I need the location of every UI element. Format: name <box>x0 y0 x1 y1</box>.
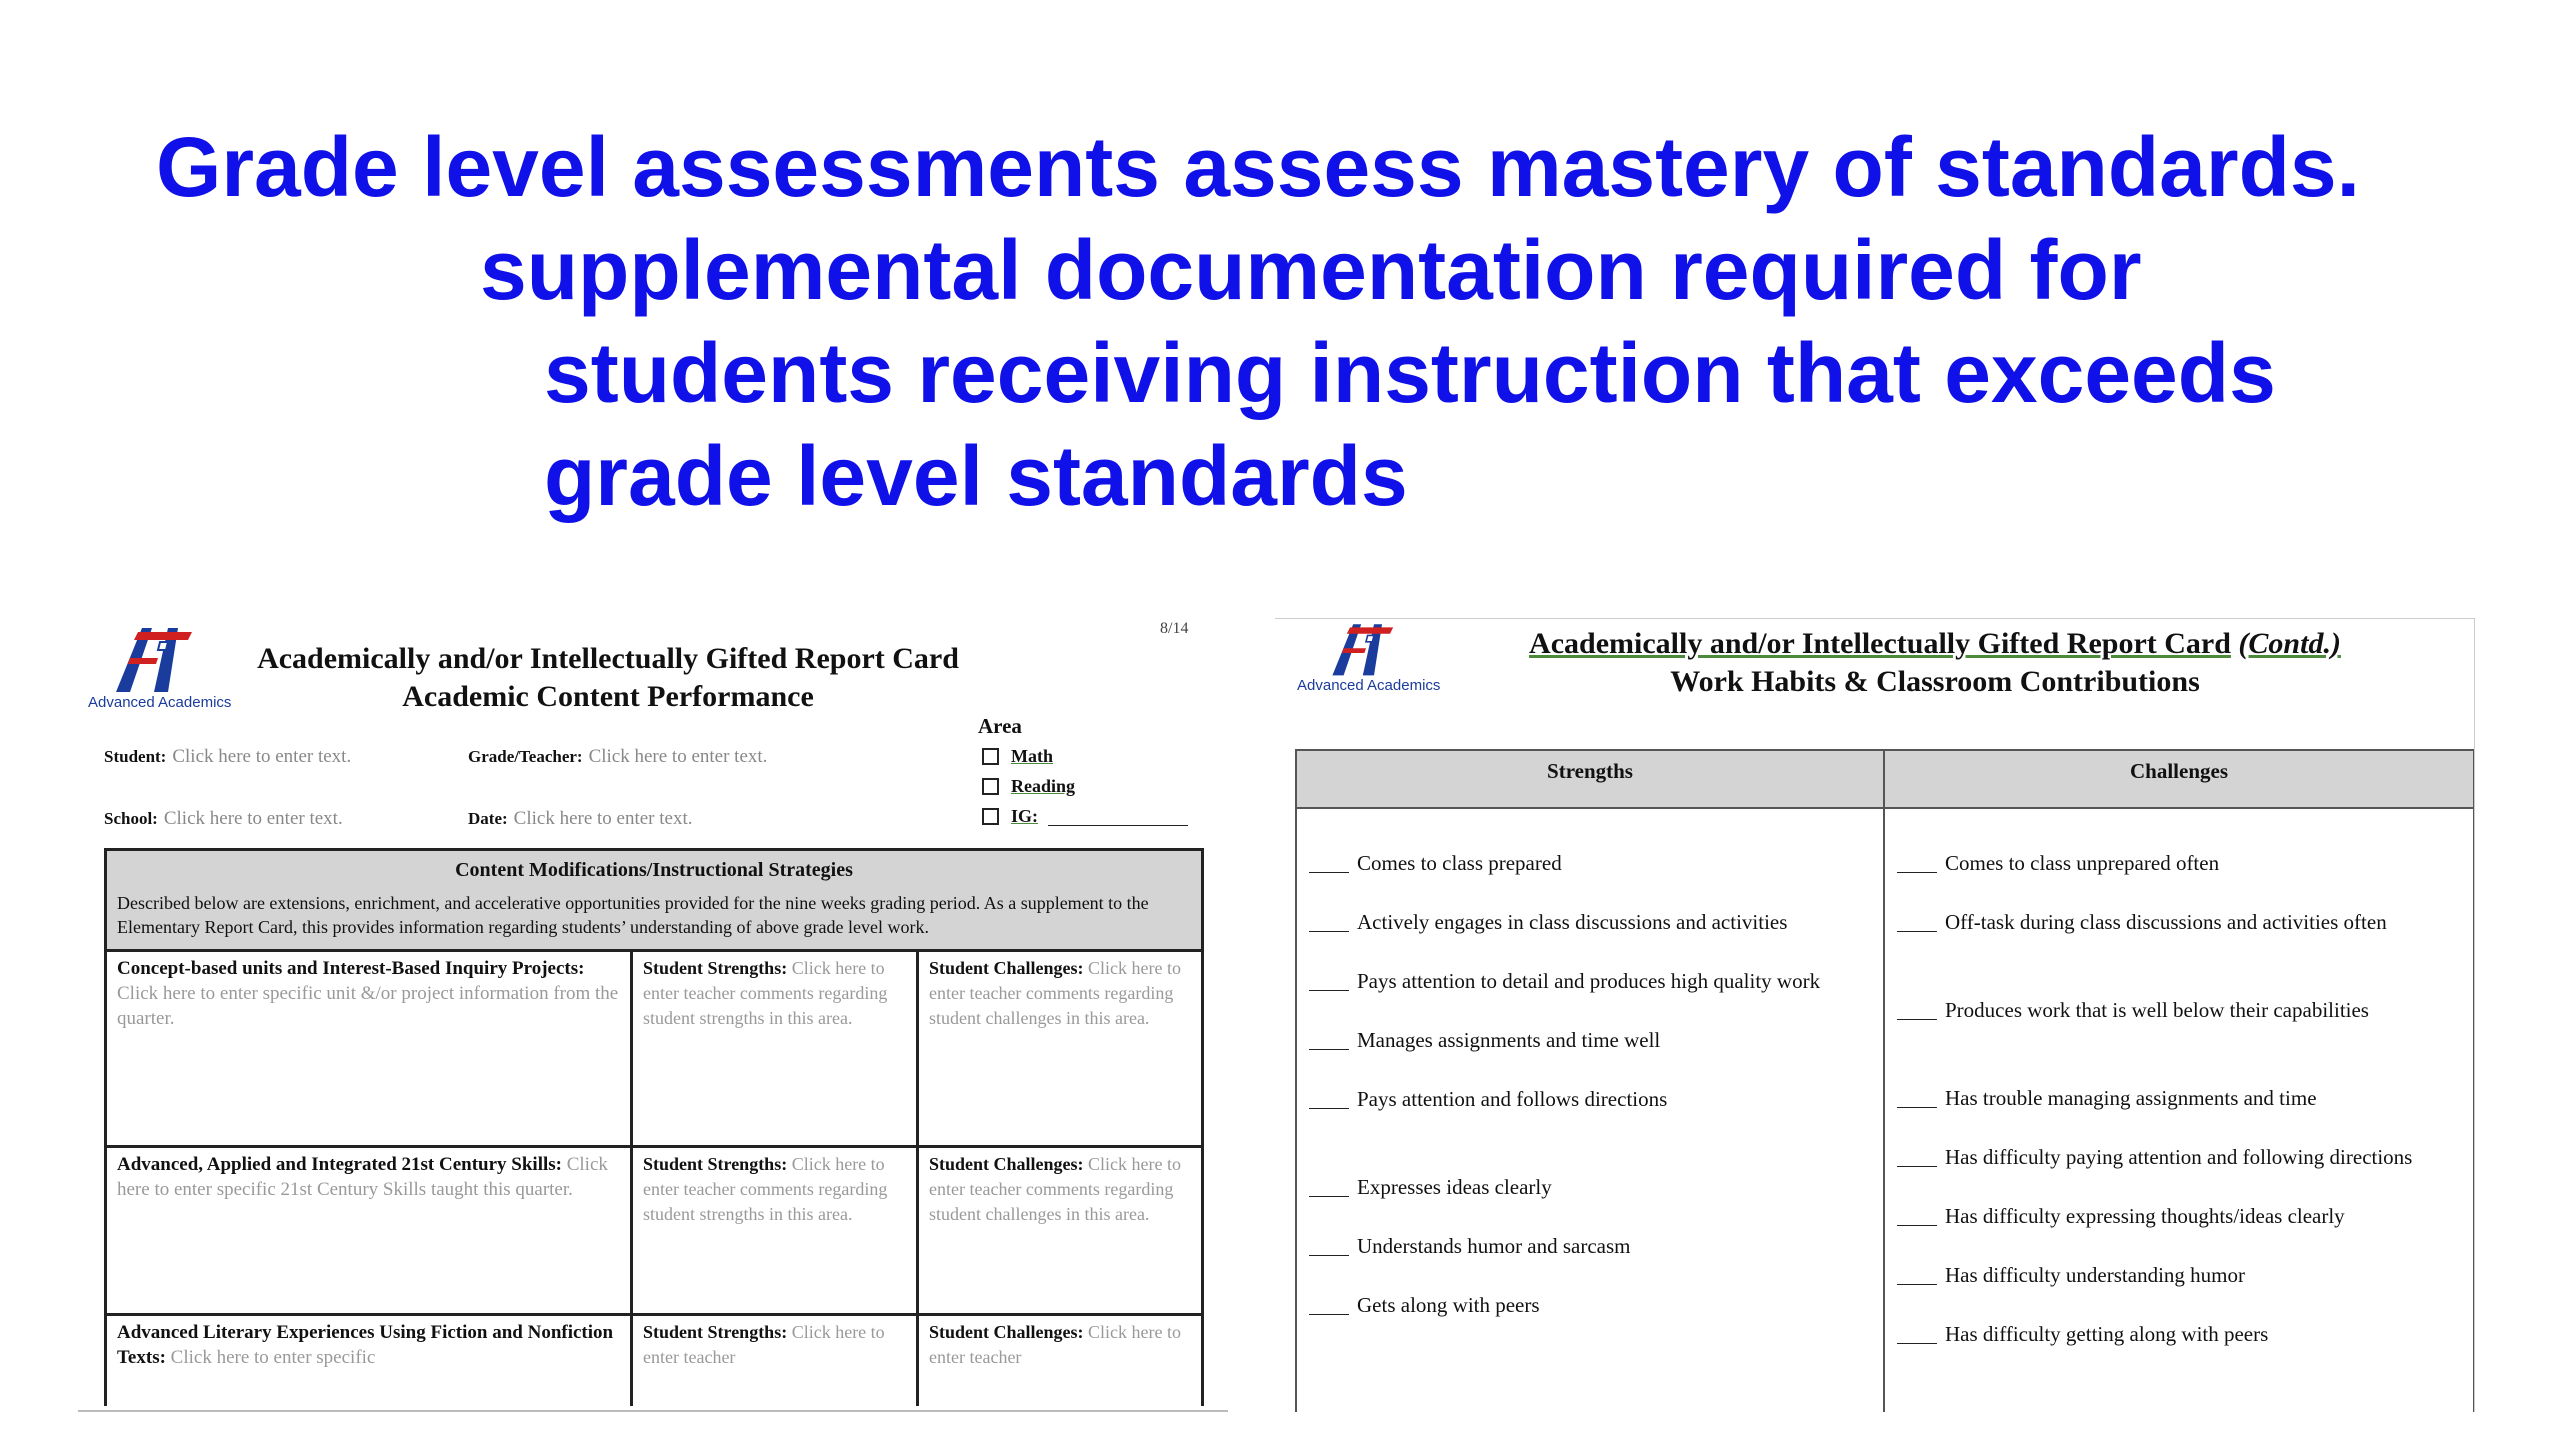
content-modifications-table <box>104 848 1204 1406</box>
list-item[interactable]: Manages assignments and time well <box>1309 1026 1873 1055</box>
check-blank[interactable] <box>1897 1084 1937 1108</box>
table-description: Described below are extensions, enrichment, and accelerative opportunities provided for the nine weeks grading period. As a supplement to the Elementary Report Card, this provides information regarding students’ understanding of above grade level work. <box>117 893 1149 937</box>
list-item[interactable]: Gets along with peers <box>1309 1291 1873 1320</box>
table-header <box>107 851 1201 952</box>
student-field[interactable] <box>104 746 351 768</box>
check-blank[interactable] <box>1309 1173 1349 1197</box>
check-blank[interactable] <box>1309 908 1349 932</box>
report-card-work-habits <box>1275 618 2475 1412</box>
checkbox-ig[interactable]: IG: <box>982 806 1188 827</box>
strengths-header: Strengths <box>1297 751 1885 807</box>
checkbox-icon[interactable] <box>982 748 999 765</box>
card-subheading: Work Habits & Classroom Contributions <box>1670 665 2200 698</box>
version-label: 8/14 <box>1160 620 1189 637</box>
challenges-header: Challenges <box>2129 759 2228 783</box>
list-item[interactable]: Pays attention and follows directions <box>1309 1085 1873 1114</box>
table-row <box>107 952 1201 1148</box>
ig-blank-line[interactable] <box>1048 808 1188 826</box>
check-blank[interactable] <box>1897 1202 1937 1226</box>
grade-teacher-field[interactable] <box>468 746 767 768</box>
date-field[interactable] <box>468 808 693 830</box>
date-input[interactable]: Click here to enter text. <box>513 808 693 829</box>
title-line-3: students receiving instruction that exceeds <box>544 326 2276 420</box>
title-line-1: Grade level assessments assess mastery of standards. <box>156 120 2360 214</box>
student-input[interactable]: Click here to enter text. <box>172 746 352 767</box>
row-strengths[interactable]: Student Strengths: Click here to enter teacher comments regarding student strengths in this area. <box>633 952 919 1145</box>
check-blank[interactable] <box>1897 1261 1937 1285</box>
list-item[interactable]: Pays attention to detail and produces high quality work <box>1309 967 1873 996</box>
aa-logo-icon <box>1317 621 1407 677</box>
check-blank[interactable] <box>1309 1026 1349 1050</box>
check-blank[interactable] <box>1309 1085 1349 1109</box>
checkbox-reading[interactable]: Reading <box>982 776 1075 797</box>
list-item[interactable]: Has difficulty expressing thoughts/ideas clearly <box>1897 1202 2463 1231</box>
date-label: Date: <box>468 809 508 828</box>
checkbox-math[interactable]: Math <box>982 746 1053 767</box>
aa-logo-icon <box>108 624 198 694</box>
grade-teacher-input[interactable]: Click here to enter text. <box>588 746 768 767</box>
list-item[interactable]: Off-task during class discussions and activities often <box>1897 908 2463 937</box>
list-item[interactable]: Has difficulty paying attention and following directions <box>1897 1143 2463 1172</box>
challenges-column <box>1885 809 2473 1412</box>
check-blank[interactable] <box>1897 1143 1937 1167</box>
advanced-academics-logo <box>1297 621 1457 694</box>
check-blank[interactable] <box>1897 908 1937 932</box>
card-heading: Academically and/or Intellectually Gifted Report Card (Contd.) <box>1529 627 2341 660</box>
table-row <box>107 1316 1201 1406</box>
school-field[interactable] <box>104 808 343 830</box>
check-blank[interactable] <box>1309 1232 1349 1256</box>
checkbox-icon[interactable] <box>982 778 999 795</box>
school-input[interactable]: Click here to enter text. <box>163 808 343 829</box>
checkbox-icon[interactable] <box>982 808 999 825</box>
card-subheading: Academic Content Performance <box>402 680 814 713</box>
title-line-2: supplemental documentation required for <box>480 223 2142 317</box>
grade-teacher-label: Grade/Teacher: <box>468 747 583 766</box>
row-strengths[interactable]: Student Strengths: Click here to enter teacher <box>633 1316 919 1406</box>
row-topic[interactable]: Advanced, Applied and Integrated 21st Century Skills: Click here to enter specific 21st Century Skills taught this quarter. <box>107 1148 633 1313</box>
student-label: Student: <box>104 747 167 766</box>
row-topic[interactable]: Advanced Literary Experiences Using Fiction and Nonfiction Texts: Click here to enter specific <box>107 1316 633 1406</box>
report-card-academic <box>78 612 1228 1412</box>
title-line-4: grade level standards <box>544 429 1408 523</box>
list-item[interactable]: Actively engages in class discussions and activities <box>1309 908 1873 937</box>
row-challenges[interactable]: Student Challenges: Click here to enter teacher comments regarding student challenges in this area. <box>929 958 1182 1028</box>
list-item[interactable]: Comes to class prepared <box>1309 849 1873 878</box>
strengths-column <box>1297 809 1885 1412</box>
row-strengths[interactable]: Student Strengths: Click here to enter teacher comments regarding student strengths in this area. <box>633 1148 919 1313</box>
logo-text: Advanced Academics <box>88 694 232 711</box>
row-challenges[interactable]: Student Challenges: Click here to enter teacher <box>929 1322 1182 1367</box>
list-item[interactable]: Produces work that is well below their capabilities <box>1897 996 2463 1025</box>
list-item[interactable]: Comes to class unprepared often <box>1897 849 2463 878</box>
list-item[interactable]: Has difficulty getting along with peers <box>1897 1320 2463 1349</box>
school-label: School: <box>104 809 158 828</box>
list-item[interactable]: Understands humor and sarcasm <box>1309 1232 1873 1261</box>
check-blank[interactable] <box>1309 849 1349 873</box>
work-habits-table <box>1295 749 2475 1412</box>
row-topic[interactable]: Concept-based units and Interest-Based Inquiry Projects: Click here to enter specific unit &/or project information from the quarter. <box>107 952 633 1145</box>
check-blank[interactable] <box>1309 1291 1349 1315</box>
table-row <box>107 1148 1201 1316</box>
list-item[interactable]: Has trouble managing assignments and time <box>1897 1084 2463 1113</box>
list-item[interactable]: Has difficulty understanding humor <box>1897 1261 2463 1290</box>
check-blank[interactable] <box>1897 1320 1937 1344</box>
list-item[interactable]: Expresses ideas clearly <box>1309 1173 1873 1202</box>
check-blank[interactable] <box>1897 996 1937 1020</box>
area-title: Area <box>978 714 1022 738</box>
table-header-title: Content Modifications/Instructional Strategies <box>455 859 853 881</box>
row-challenges[interactable]: Student Challenges: Click here to enter teacher comments regarding student challenges in this area. <box>929 1154 1182 1224</box>
table-header <box>1297 751 2473 809</box>
card-heading: Academically and/or Intellectually Gifted Report Card <box>257 642 959 675</box>
logo-text: Advanced Academics <box>1297 677 1441 694</box>
check-blank[interactable] <box>1897 849 1937 873</box>
check-blank[interactable] <box>1309 967 1349 991</box>
